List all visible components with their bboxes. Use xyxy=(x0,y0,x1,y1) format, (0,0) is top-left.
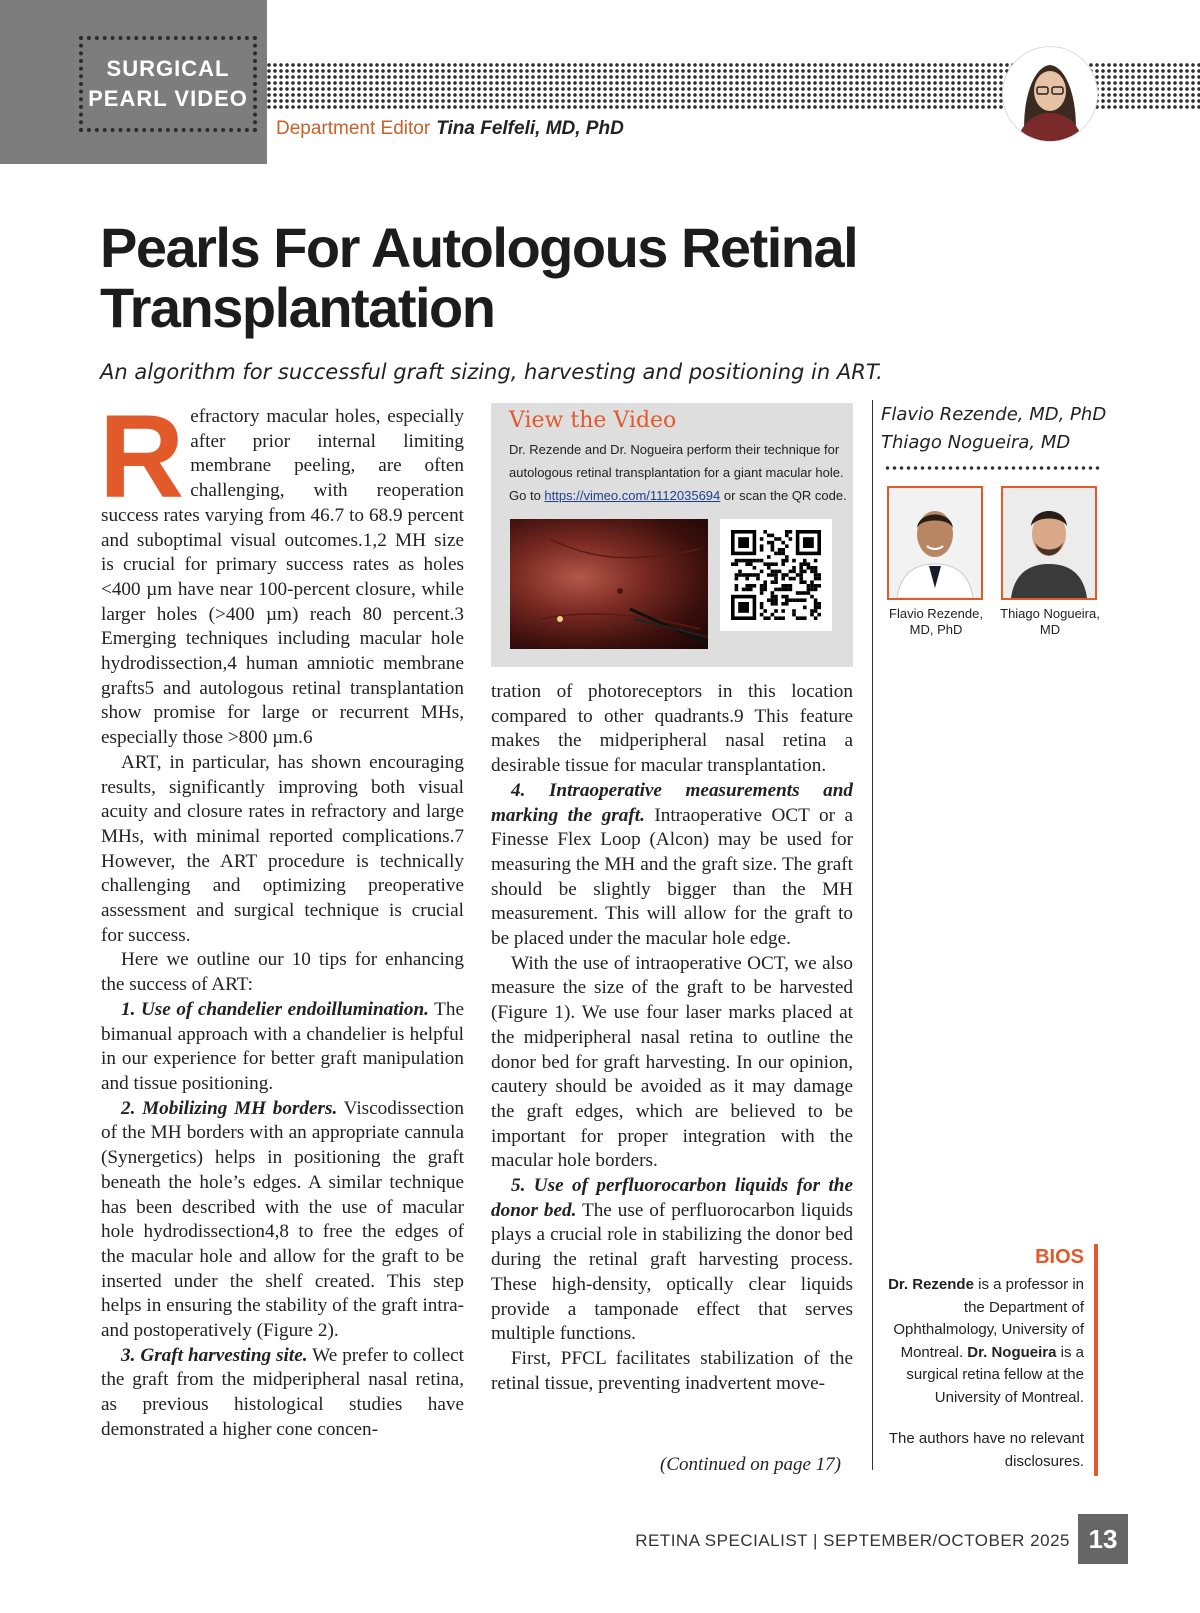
page-number: 13 xyxy=(1078,1514,1128,1564)
author-photo-caption: Thiago Nogueira, MD xyxy=(1000,606,1100,637)
footer-publication: RETINA SPECIALIST | SEPTEMBER/OCTOBER 2025 xyxy=(635,1531,1070,1550)
section-label-line2: PEARL VIDEO xyxy=(88,86,248,111)
tip-body: We prefer to collect the graft from the midperipheral nasal retina, as previous histological studies have demonstrated a higher cone concen- xyxy=(101,1344,464,1440)
tip-body: Viscodissection of the MH borders with an appropriate cannula (Synergetics) helps in positioning the graft beneath the hole’s edges. A similar technique has been described with the use of macular hole hydrodissection4,8 to free the edges of the macular hole and allow for the graft to be inserted under the shelf created. This step helps in ensuring the stability of the graft intra- and postoperatively (Figure 2). xyxy=(101,1097,464,1342)
tip-body: Intraoperative OCT or a Finesse Flex Loop (Alcon) may be used for measuring the MH and the graft size. The graft should be slightly bigger than the MH measurement. This will allow for the graft to be placed under the macular hole edge. xyxy=(491,804,853,950)
author-photo xyxy=(887,486,983,600)
paragraph: First, PFCL facilitates stabilization of the retinal tissue, preventing inadvertent move- xyxy=(491,1347,853,1394)
tip-paragraph xyxy=(491,779,853,952)
column-1 xyxy=(99,391,464,1443)
continued-note: (Continued on page 17) xyxy=(660,1454,842,1475)
tip-paragraph xyxy=(101,1097,464,1344)
department-editor xyxy=(276,117,624,140)
video-callout-description xyxy=(509,438,849,507)
tip-body: The bimanual approach with a chandelier is helpful in our experience for better graft manipulation and tissue positioning. xyxy=(101,998,464,1094)
video-link[interactable]: https://vimeo.com/1112035694 xyxy=(544,488,721,503)
tip-heading: 2. Mobilizing MH borders. xyxy=(121,1097,338,1119)
paragraph: efractory macular holes, especially after prior internal limiting membrane peeling, are often challenging, with reoperation success rates varying from 46.7 to 68.9 percent and suboptimal visual outcomes.1,2 MH size is crucial for primary success rates as holes <400 µm have near 100-percent closure, while larger holes (>400 µm) reach 80 percent.3 Emerging techniques including macular hole hydrodissection,4 human amniotic membrane grafts5 and autologous retinal transplantation show promise for large or recurrent MHs, especially those >800 µm.6 xyxy=(101,406,464,749)
bio-body: is a professor in the Department of Ophthalmology, University of Montreal. xyxy=(893,1276,1084,1361)
article-title: Pearls For Autologous Retinal Transplantation xyxy=(100,216,858,339)
author-name: Flavio Rezende, MD, PhD xyxy=(881,404,1107,425)
editor-role: Department Editor xyxy=(276,118,431,139)
paragraph: ART, in particular, has shown encouraging results, significantly improving both visual acuity and closure rates in refractory and large MHs, with minimal reported complications.7 However, the ART procedure is technically challenging and optimizing preoperative assessment and surgical technique is crucial for success. xyxy=(101,751,464,946)
tip-heading: 5. Use of perfluorocarbon liquids for the donor bed. xyxy=(491,1175,853,1221)
tip-heading: 3. Graft harvesting site. xyxy=(121,1344,308,1366)
paragraph: With the use of intraoperative OCT, we also measure the size of the graft to be harvested (Figure 1). We use four laser marks placed at the midperipheral nasal retina to outline the donor bed for graft harvesting. In our opinion, cautery should be avoided as it may damage the graft edges, which are believed to be important for proper integration with the macular hole borders. xyxy=(491,952,853,1172)
video-desc-tail: or scan the QR code. xyxy=(720,488,847,503)
tip-paragraph xyxy=(491,1174,853,1347)
byline-dotted-rule xyxy=(884,465,1101,471)
column-2 xyxy=(491,680,853,1396)
bios-text xyxy=(874,1274,1084,1409)
tip-paragraph xyxy=(101,998,464,1097)
drop-cap: R xyxy=(99,391,185,523)
tip-body: The use of perfluorocarbon liquids plays a crucial role in stabilizing the donor bed during the retinal graft harvesting process. These high-density, optically clear liquids provide a tamponade effect that serves multiple functions. xyxy=(491,1199,853,1345)
article-subtitle: An algorithm for successful graft sizing, harvesting and positioning in ART. xyxy=(100,360,883,384)
paragraph: Here we outline our 10 tips for enhancing the success of ART: xyxy=(101,949,464,996)
editor-name: Tina Felfeli, MD, PhD xyxy=(436,118,624,139)
author-photo-caption: Flavio Rezende, MD, PhD xyxy=(889,606,983,637)
video-desc-text: Dr. Rezende and Dr. Nogueira perform their technique for autologous retinal transplantation for a giant macular hole. Go to xyxy=(509,442,844,503)
tip-heading: 1. Use of chandelier endoillumination. xyxy=(121,998,429,1020)
author-byline xyxy=(881,401,1106,457)
video-thumbnail[interactable] xyxy=(510,519,708,649)
paragraph: tration of photoreceptors in this location compared to other quadrants.9 This feature makes the midperipheral nasal retina a desirable tissue for macular transplantation. xyxy=(491,681,853,777)
bios-heading: BIOS xyxy=(1035,1246,1084,1268)
bios-accent-bar xyxy=(1094,1244,1098,1476)
editor-avatar xyxy=(1002,46,1098,142)
video-callout-title: View the Video xyxy=(509,408,677,433)
author-photo xyxy=(1001,486,1097,600)
bio-body: is a surgical retina fellow at the University of Montreal. xyxy=(906,1343,1084,1406)
bio-name: Dr. Rezende xyxy=(888,1276,974,1293)
disclosure-text: The authors have no relevant disclosures. xyxy=(888,1430,1084,1470)
tip-heading: 4. Intraoperative measurements and marking the graft. xyxy=(491,779,853,826)
tip-paragraph xyxy=(101,1344,464,1443)
section-label-line1: SURGICAL xyxy=(106,56,230,81)
column-divider xyxy=(872,400,873,1470)
author-name: Thiago Nogueira, MD xyxy=(881,432,1071,453)
section-label xyxy=(79,36,257,132)
bio-name: Dr. Nogueira xyxy=(967,1343,1057,1361)
qr-code[interactable] xyxy=(720,519,832,631)
